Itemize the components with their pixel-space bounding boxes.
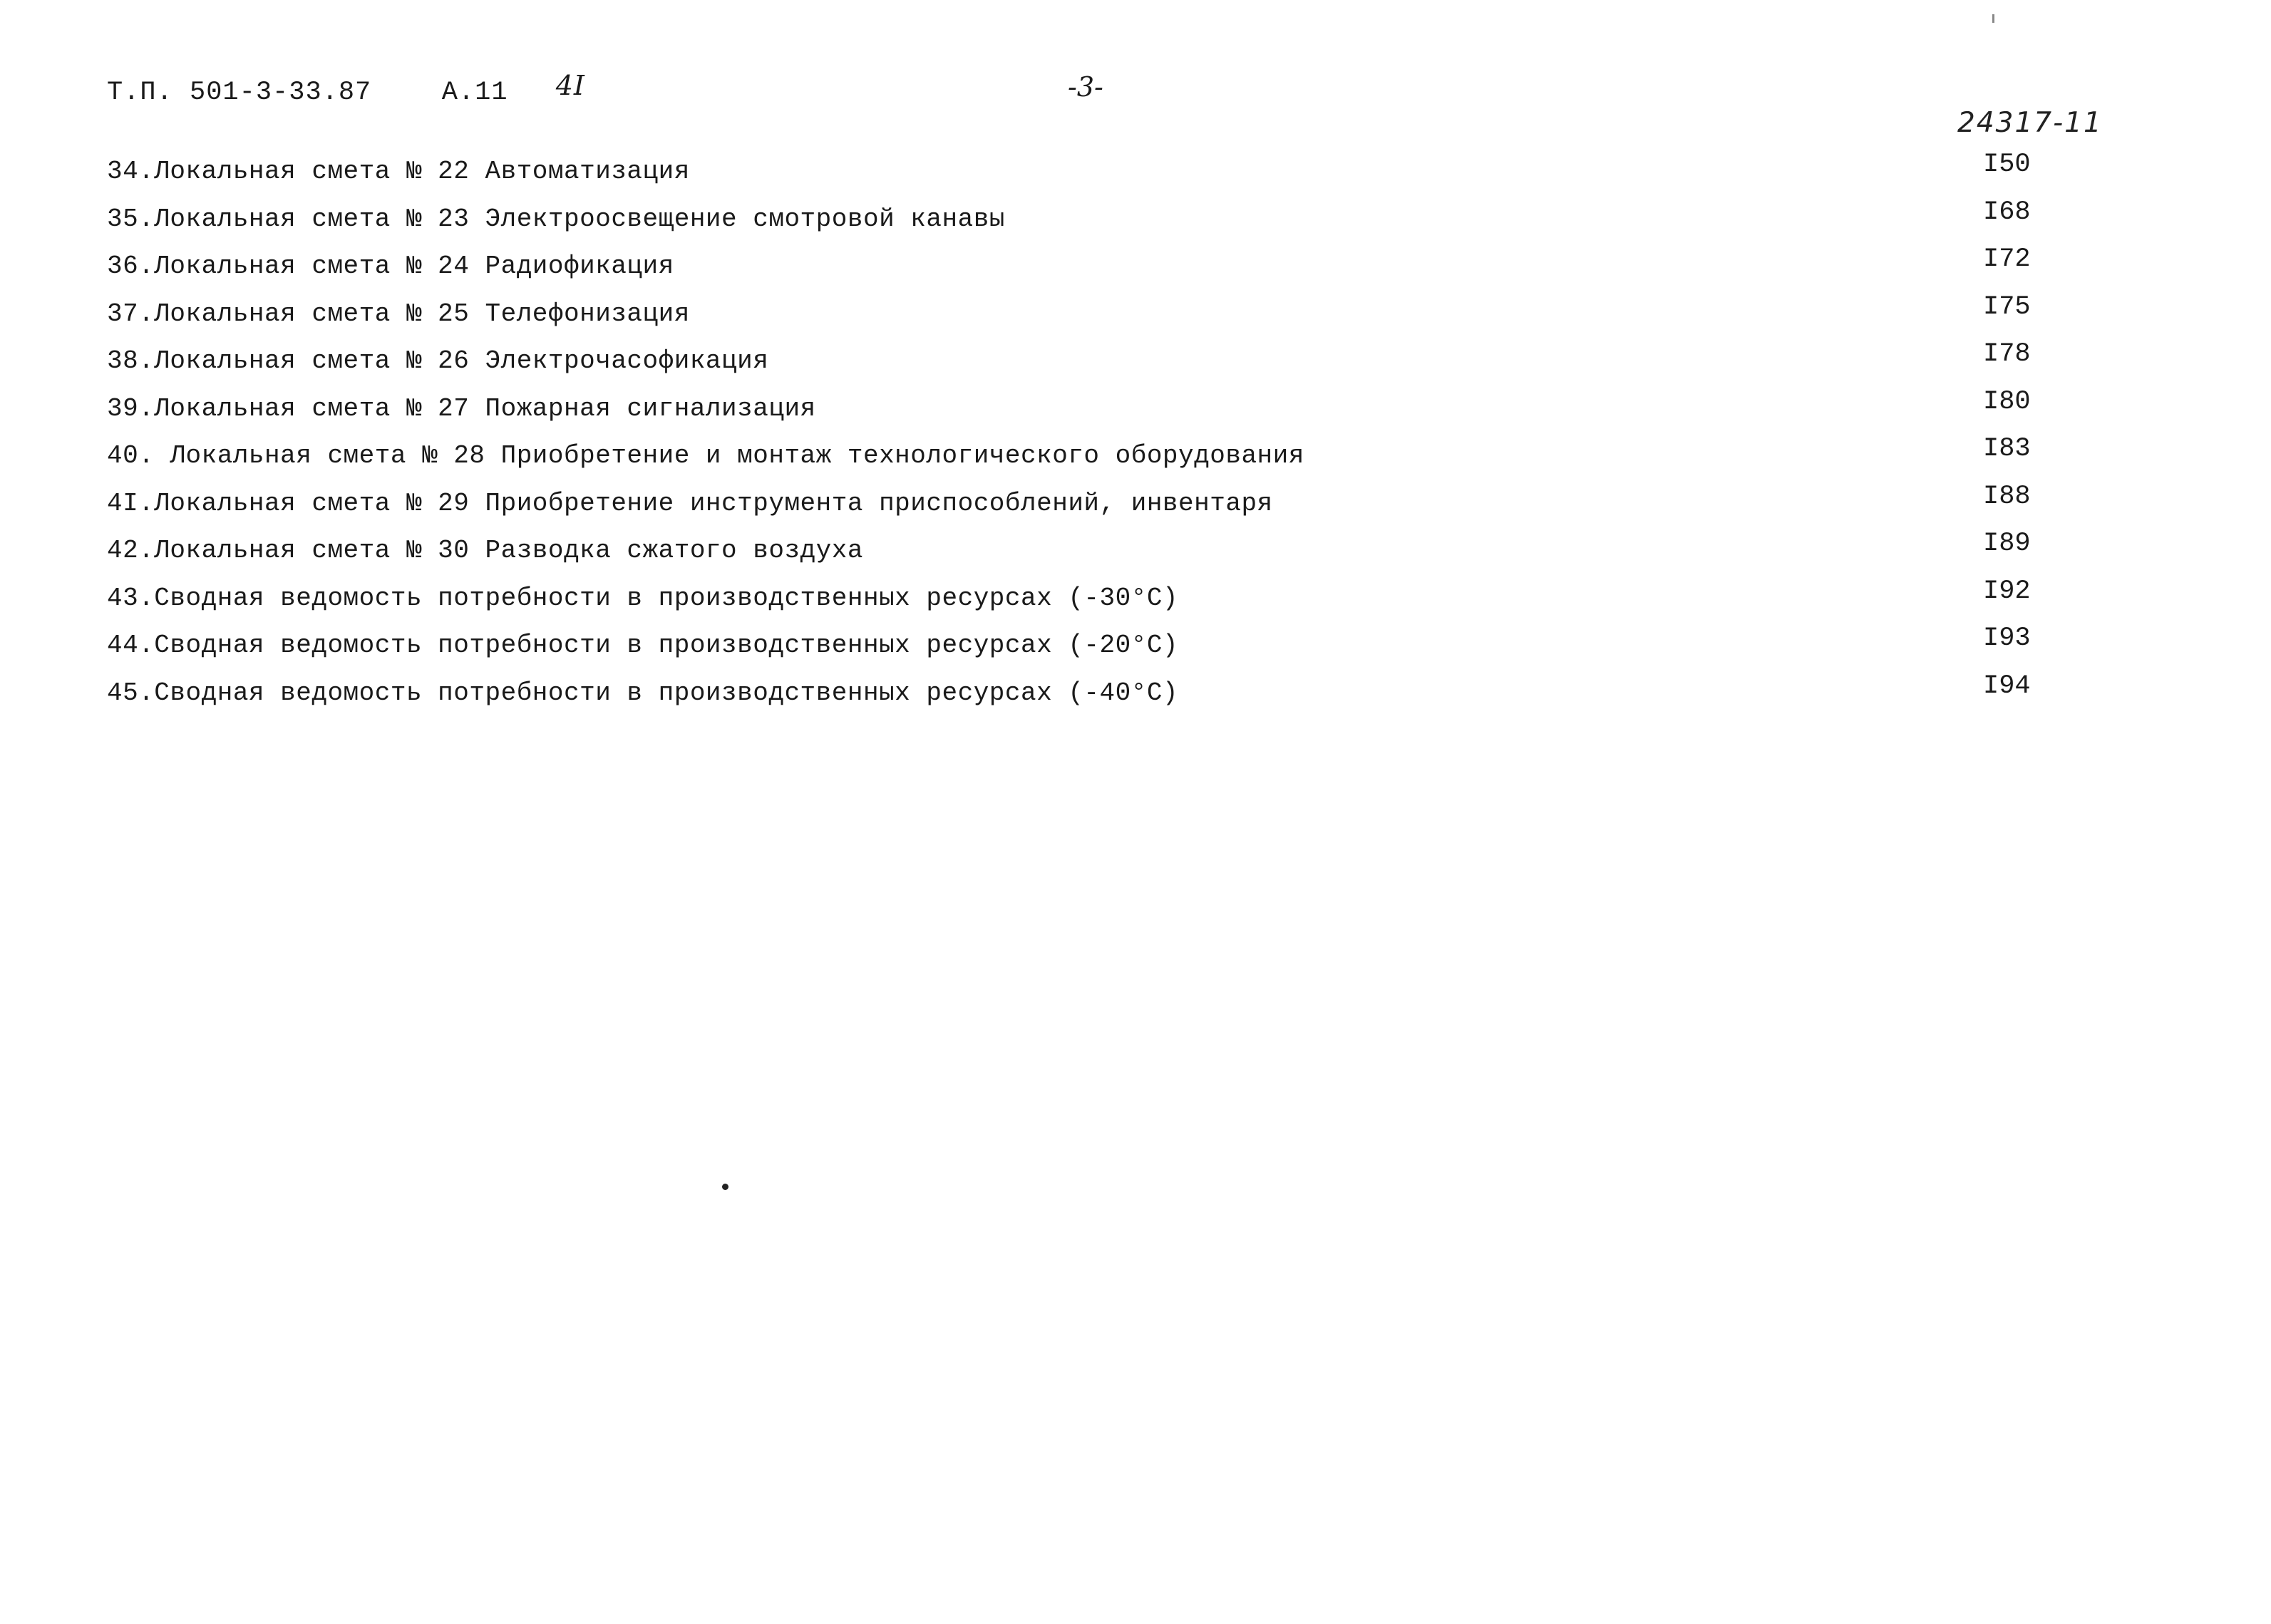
toc-title: 35.Локальная смета № 23 Электроосвещение смотровой канавы <box>107 204 1005 234</box>
document-number: 24317-11 <box>1957 107 2103 139</box>
toc-row <box>0 482 2271 529</box>
document-header <box>107 70 585 108</box>
project-code: Т.П. 501-3-33.87 <box>107 78 372 108</box>
toc-page: I93 <box>1983 624 2031 653</box>
toc-row <box>0 197 2271 245</box>
toc-title: 45.Сводная ведомость потребности в производственных ресурсах (-40°С) <box>107 678 1179 708</box>
toc-page: I68 <box>1983 197 2031 227</box>
handwritten-mark: 4I <box>555 70 585 101</box>
toc-title: 37.Локальная смета № 25 Телефонизация <box>107 299 690 329</box>
toc-page: I78 <box>1983 339 2031 369</box>
toc-row <box>0 292 2271 340</box>
page-number: -3- <box>1068 71 1103 103</box>
toc-row <box>0 576 2271 624</box>
stray-dot <box>722 1184 728 1190</box>
toc-title: 36.Локальная смета № 24 Радиофикация <box>107 252 674 281</box>
toc-title: 38.Локальная смета № 26 Электрочасофикация <box>107 346 769 376</box>
toc-row <box>0 244 2271 292</box>
toc-row <box>0 150 2271 197</box>
toc-row <box>0 529 2271 576</box>
toc-title: 40. Локальная смета № 28 Приобретение и монтаж технологического оборудования <box>107 441 1304 470</box>
toc-page: I88 <box>1983 481 2031 512</box>
toc-row <box>0 624 2271 671</box>
toc-row <box>0 339 2271 387</box>
toc-page: I50 <box>1983 150 2031 180</box>
toc-row <box>0 671 2271 719</box>
toc-row <box>0 387 2271 435</box>
toc-title: 42.Локальная смета № 30 Разводка сжатого воздуха <box>107 536 863 565</box>
corner-mark <box>1992 14 1994 23</box>
toc-page: I75 <box>1983 291 2031 322</box>
toc-title: 39.Локальная смета № 27 Пожарная сигнализация <box>107 393 816 423</box>
toc-page: I72 <box>1983 244 2031 274</box>
toc-title: 44.Сводная ведомость потребности в производственных ресурсах (-20°С) <box>107 631 1179 660</box>
album-number: А.11 <box>441 78 508 108</box>
toc-title: 4I.Локальная смета № 29 Приобретение инструмента приспособлений, инвентаря <box>107 488 1273 518</box>
toc-title: 43.Сводная ведомость потребности в производственных ресурсах (-30°С) <box>107 583 1179 613</box>
toc-page: I83 <box>1983 434 2031 464</box>
toc-row <box>0 434 2271 482</box>
toc-page: I94 <box>1983 671 2031 701</box>
toc-page: I80 <box>1983 386 2031 417</box>
table-of-contents <box>0 150 2271 718</box>
toc-page: I89 <box>1983 529 2031 559</box>
toc-title: 34.Локальная смета № 22 Автоматизация <box>107 157 690 186</box>
toc-page: I92 <box>1983 576 2031 606</box>
